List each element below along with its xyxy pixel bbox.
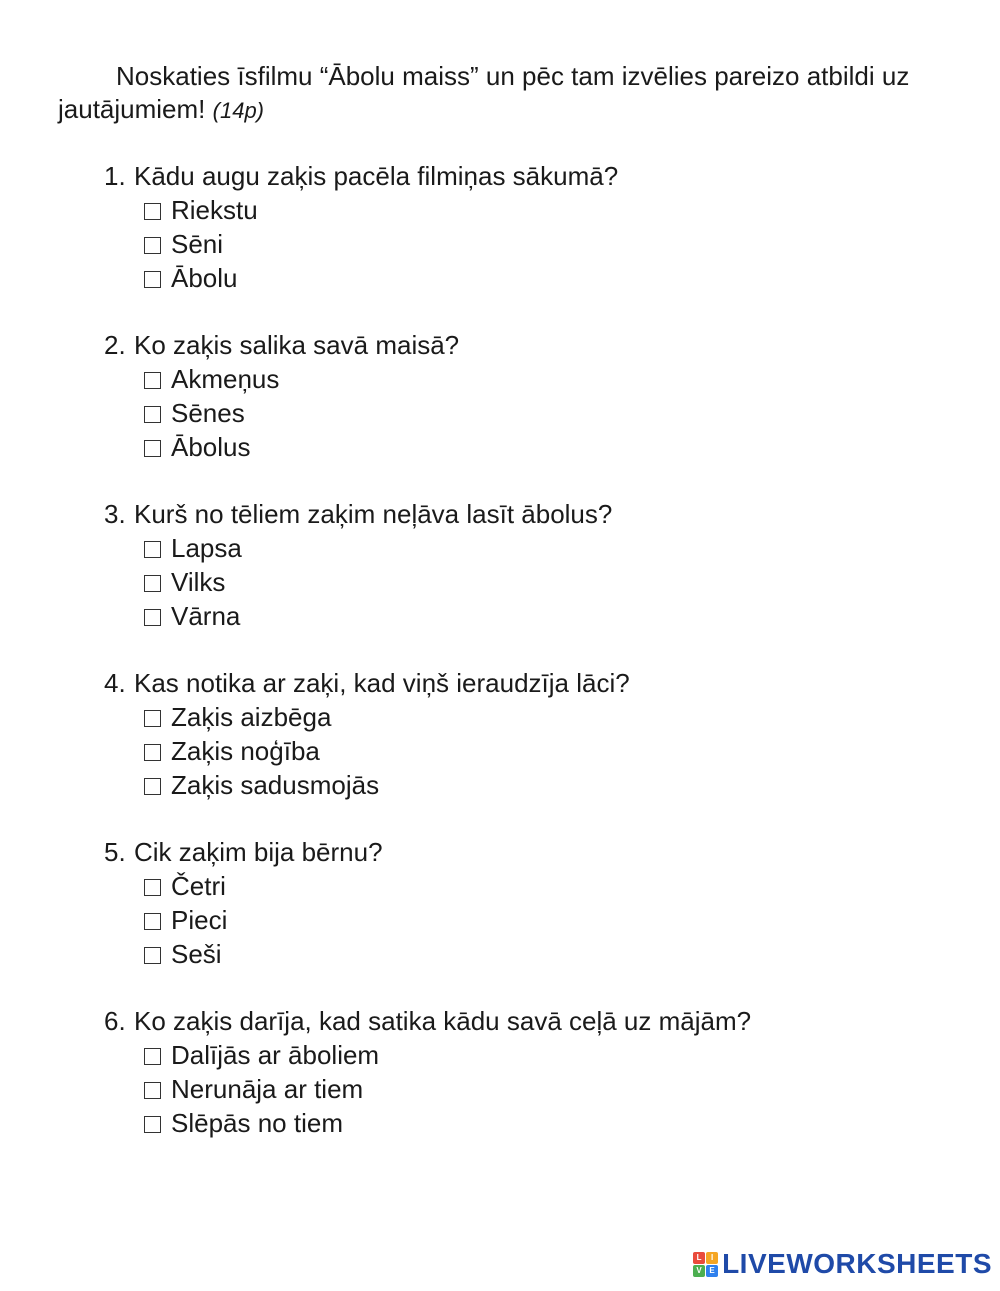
question-text — [104, 836, 964, 869]
question-label: Ko zaķis salika savā maisā? — [134, 330, 460, 360]
answer-option[interactable] — [104, 734, 964, 768]
checkbox-icon[interactable] — [144, 879, 161, 896]
checkbox-icon[interactable] — [144, 271, 161, 288]
option-label: Dalījās ar āboliem — [171, 1040, 380, 1070]
option-label: Ābolus — [171, 432, 251, 462]
question-text — [104, 160, 964, 193]
checkbox-icon[interactable] — [144, 372, 161, 389]
checkbox-icon[interactable] — [144, 1116, 161, 1133]
option-label: Akmeņus — [171, 364, 280, 394]
question-6 — [104, 1005, 964, 1140]
answer-option[interactable] — [104, 531, 964, 565]
checkbox-icon[interactable] — [144, 203, 161, 220]
checkbox-icon[interactable] — [144, 1082, 161, 1099]
option-label: Seši — [171, 939, 222, 969]
answer-option[interactable] — [104, 430, 964, 464]
question-4 — [104, 667, 964, 802]
logo-text: LIVEWORKSHEETS — [722, 1248, 992, 1279]
checkbox-icon[interactable] — [144, 913, 161, 930]
answer-option[interactable] — [104, 869, 964, 903]
question-number: 2. — [104, 330, 126, 360]
checkbox-icon[interactable] — [144, 778, 161, 795]
instructions — [58, 60, 938, 127]
option-label: Vārna — [171, 601, 241, 631]
question-3 — [104, 498, 964, 633]
checkbox-icon[interactable] — [144, 947, 161, 964]
answer-option[interactable] — [104, 937, 964, 971]
question-number: 5. — [104, 837, 126, 867]
question-1 — [104, 160, 964, 295]
question-5 — [104, 836, 964, 971]
option-label: Riekstu — [171, 195, 258, 225]
question-text — [104, 329, 964, 362]
question-text — [104, 1005, 964, 1038]
liveworksheets-logo — [693, 1249, 992, 1279]
option-label: Četri — [171, 871, 226, 901]
question-number: 6. — [104, 1006, 126, 1036]
question-label: Kādu augu zaķis pacēla filmiņas sākumā? — [134, 161, 619, 191]
option-label: Ābolu — [171, 263, 238, 293]
question-label: Kas notika ar zaķi, kad viņš ieraudzīja lāci? — [134, 668, 630, 698]
logo-block: E — [706, 1265, 718, 1277]
answer-option[interactable] — [104, 396, 964, 430]
answer-option[interactable] — [104, 565, 964, 599]
option-label: Vilks — [171, 567, 226, 597]
option-label: Sēnes — [171, 398, 245, 428]
logo-block: I — [706, 1252, 718, 1264]
checkbox-icon[interactable] — [144, 1048, 161, 1065]
answer-option[interactable] — [104, 261, 964, 295]
answer-option[interactable] — [104, 768, 964, 802]
instructions-text: Noskaties īsfilmu “Ābolu maiss” un pēc tam izvēlies pareizo atbildi uz jautājumiem! — [58, 61, 910, 124]
question-number: 3. — [104, 499, 126, 529]
question-label: Cik zaķim bija bērnu? — [134, 837, 383, 867]
answer-option[interactable] — [104, 1038, 964, 1072]
answer-option[interactable] — [104, 599, 964, 633]
answer-option[interactable] — [104, 1106, 964, 1140]
question-number: 4. — [104, 668, 126, 698]
answer-option[interactable] — [104, 903, 964, 937]
checkbox-icon[interactable] — [144, 406, 161, 423]
checkbox-icon[interactable] — [144, 237, 161, 254]
logo-block: V — [693, 1265, 705, 1277]
checkbox-icon[interactable] — [144, 609, 161, 626]
logo-block: L — [693, 1252, 705, 1264]
question-text — [104, 498, 964, 531]
answer-option[interactable] — [104, 362, 964, 396]
option-label: Zaķis sadusmojās — [171, 770, 380, 800]
logo-blocks-icon — [693, 1252, 718, 1277]
question-2 — [104, 329, 964, 464]
checkbox-icon[interactable] — [144, 575, 161, 592]
option-label: Pieci — [171, 905, 228, 935]
question-label: Ko zaķis darīja, kad satika kādu savā ceļā uz mājām? — [134, 1006, 752, 1036]
option-label: Zaķis noģība — [171, 736, 320, 766]
answer-option[interactable] — [104, 1072, 964, 1106]
checkbox-icon[interactable] — [144, 710, 161, 727]
option-label: Sēni — [171, 229, 224, 259]
question-label: Kurš no tēliem zaķim neļāva lasīt ābolus? — [134, 499, 613, 529]
answer-option[interactable] — [104, 700, 964, 734]
points-label: (14p) — [212, 98, 264, 123]
option-label: Zaķis aizbēga — [171, 702, 332, 732]
question-number: 1. — [104, 161, 126, 191]
question-text — [104, 667, 964, 700]
option-label: Slēpās no tiem — [171, 1108, 343, 1138]
checkbox-icon[interactable] — [144, 744, 161, 761]
answer-option[interactable] — [104, 193, 964, 227]
checkbox-icon[interactable] — [144, 440, 161, 457]
option-label: Nerunāja ar tiem — [171, 1074, 364, 1104]
answer-option[interactable] — [104, 227, 964, 261]
option-label: Lapsa — [171, 533, 242, 563]
checkbox-icon[interactable] — [144, 541, 161, 558]
